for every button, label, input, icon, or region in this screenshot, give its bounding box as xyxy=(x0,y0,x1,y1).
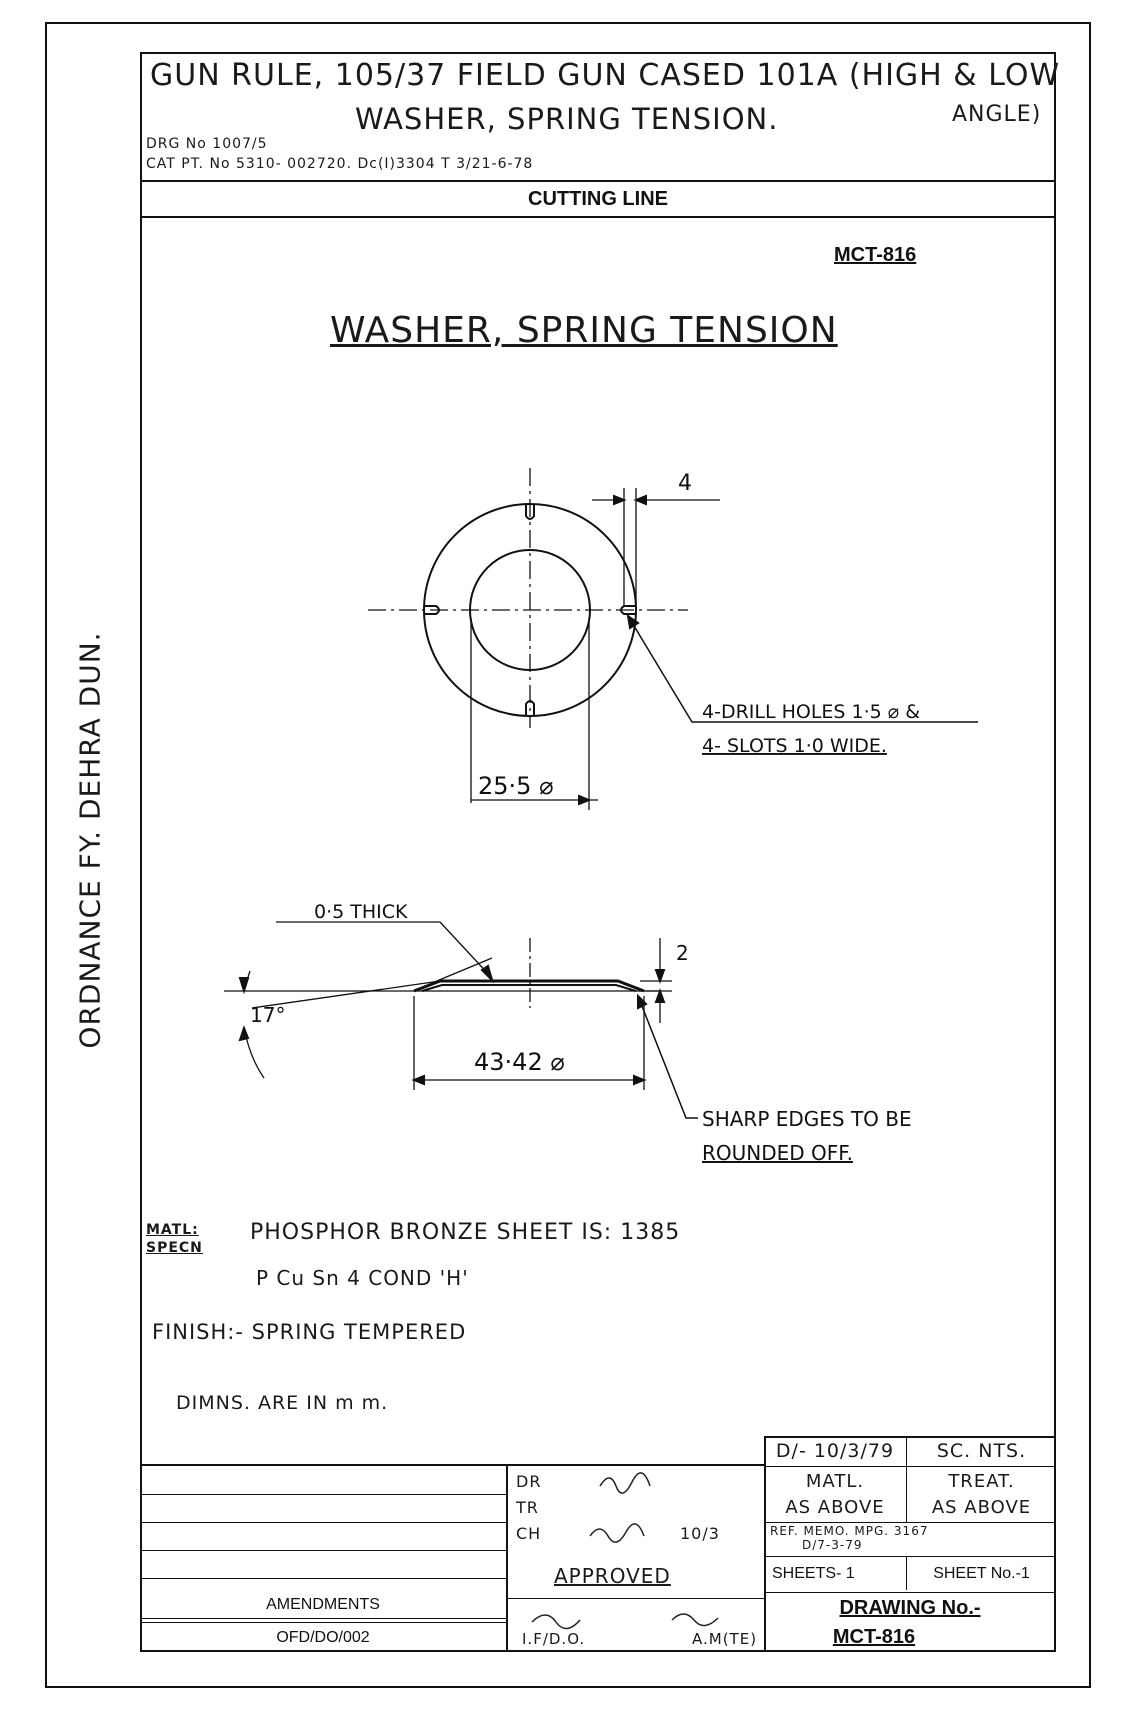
finish-note: FINISH:- SPRING TEMPERED xyxy=(152,1320,467,1344)
washer-drawing xyxy=(140,218,1056,1198)
edges-note-line2: ROUNDED OFF. xyxy=(702,1141,853,1165)
header-title-line1: GUN RULE, 105/37 FIELD GUN CASED 101A (HIGH & LOW xyxy=(150,58,1061,93)
traced-by-label: TR xyxy=(516,1498,539,1517)
catalogue-part-number: CAT PT. No 5310- 002720. Dc(I)3304 T 3/21-6-78 xyxy=(146,156,534,172)
height-dimension: 2 xyxy=(676,941,689,965)
drawing-number: MCT-816 xyxy=(832,1626,916,1648)
reference-memo-date: D/7-3-79 xyxy=(802,1538,863,1552)
approved-label: APPROVED xyxy=(554,1564,671,1588)
amendments-label: AMENDMENTS xyxy=(266,1596,380,1613)
checked-date: 10/3 xyxy=(680,1524,720,1543)
drawing-number-small: DRG No 1007/5 xyxy=(146,136,268,152)
edges-note-line1: SHARP EDGES TO BE xyxy=(702,1107,912,1131)
drawing-date: D/- 10/3/79 xyxy=(775,1440,895,1462)
dimensions-note: DIMNS. ARE IN m m. xyxy=(176,1392,389,1414)
office-code: OFD/DO/002 xyxy=(140,1622,506,1652)
material-line2: P Cu Sn 4 COND 'H' xyxy=(256,1266,469,1290)
outer-diameter-label: 43·42 ⌀ xyxy=(474,1048,565,1076)
inner-diameter-label: 25·5 ⌀ xyxy=(478,772,554,800)
material-box-value: AS ABOVE xyxy=(785,1497,885,1518)
material-label: MATL: xyxy=(146,1222,199,1238)
title-block xyxy=(140,1436,1056,1652)
drawn-by-label: DR xyxy=(516,1472,542,1491)
header-title-line1-tail: ANGLE) xyxy=(952,102,1042,127)
scale-label: SC. NTS. xyxy=(906,1436,1056,1466)
sheet-number: SHEET No.-1 xyxy=(906,1556,1056,1590)
sheets-count: SHEETS- 1 xyxy=(764,1556,906,1590)
header-title-line2: WASHER, SPRING TENSION. xyxy=(355,102,779,136)
header-block xyxy=(140,52,1061,182)
checked-by-label: CH xyxy=(516,1524,542,1543)
slots-note: 4- SLOTS 1·0 WIDE. xyxy=(702,735,887,757)
am-te-label: A.M(TE) xyxy=(692,1630,758,1648)
main-title: WASHER, SPRING TENSION xyxy=(330,310,838,351)
dim-slot-offset: 4 xyxy=(678,471,692,496)
holes-note: 4-DRILL HOLES 1·5 ⌀ & xyxy=(702,701,921,723)
reference-memo: REF. MEMO. MPG. 3167 xyxy=(770,1524,929,1538)
memo-divider xyxy=(764,1522,1056,1523)
signature-scribbles xyxy=(560,1466,720,1546)
specification-label: SPECN xyxy=(146,1240,203,1256)
drawing-number-label: DRAWING No.- xyxy=(764,1592,1056,1622)
treatment-value: AS ABOVE xyxy=(906,1494,1056,1522)
angle-label: 17° xyxy=(250,1003,286,1027)
thickness-note: 0·5 THICK xyxy=(314,901,408,923)
material-box-label: MATL. xyxy=(764,1466,906,1496)
material-line1: PHOSPHOR BRONZE SHEET IS: 1385 xyxy=(250,1220,681,1245)
if-do-label: I.F/D.O. xyxy=(522,1630,586,1648)
cutting-line-label: CUTTING LINE xyxy=(140,182,1056,218)
reference-code: MCT-816 xyxy=(834,244,917,266)
treatment-label: TREAT. xyxy=(906,1466,1056,1496)
side-label-ordnance-factory: ORDNANCE FY. DEHRA DUN. xyxy=(73,631,107,1049)
